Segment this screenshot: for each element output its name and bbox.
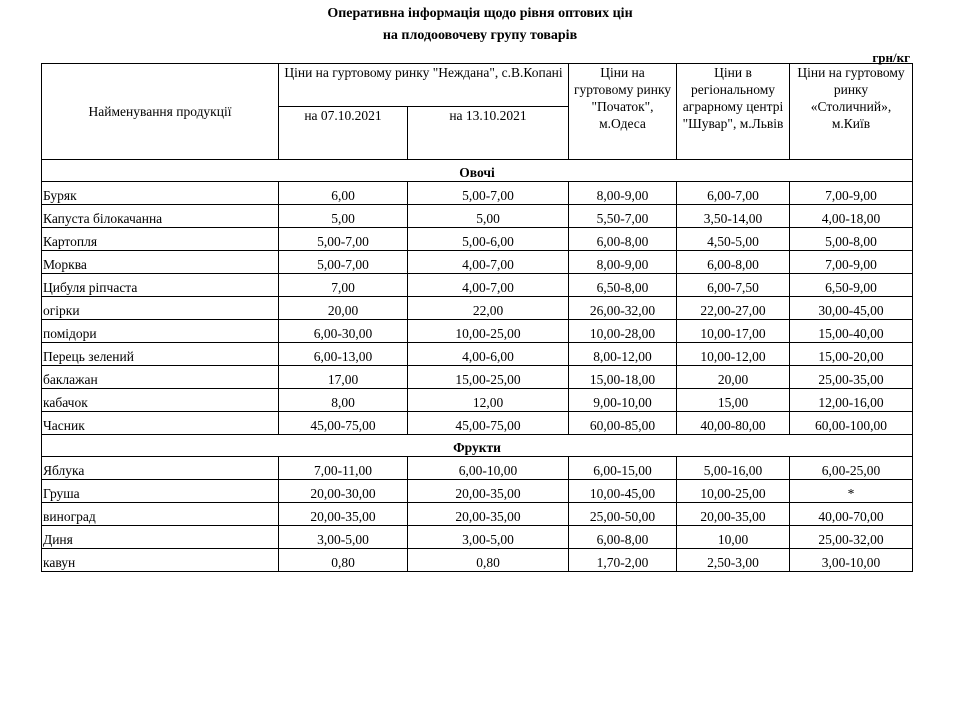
product-name-cell: виноград <box>42 503 279 526</box>
table-body <box>42 160 913 572</box>
price-cell-d1: 3,00-5,00 <box>279 526 408 549</box>
price-cell-odesa: 15,00-18,00 <box>569 366 677 389</box>
table-row <box>42 503 913 526</box>
price-cell-odesa: 5,50-7,00 <box>569 205 677 228</box>
price-cell-kyiv: 7,00-9,00 <box>790 182 913 205</box>
table-row <box>42 389 913 412</box>
price-cell-d1: 6,00-30,00 <box>279 320 408 343</box>
price-cell-d1: 45,00-75,00 <box>279 412 408 435</box>
price-cell-d2: 5,00-6,00 <box>408 228 569 251</box>
price-cell-odesa: 6,50-8,00 <box>569 274 677 297</box>
table-row <box>42 412 913 435</box>
header-row <box>42 64 913 107</box>
price-cell-d1: 17,00 <box>279 366 408 389</box>
price-cell-d1: 7,00 <box>279 274 408 297</box>
price-cell-d2: 10,00-25,00 <box>408 320 569 343</box>
price-cell-odesa: 10,00-28,00 <box>569 320 677 343</box>
price-cell-d2: 4,00-7,00 <box>408 274 569 297</box>
price-cell-odesa: 8,00-12,00 <box>569 343 677 366</box>
price-cell-d1: 7,00-11,00 <box>279 457 408 480</box>
table-row <box>42 343 913 366</box>
price-cell-d2: 5,00-7,00 <box>408 182 569 205</box>
table-row <box>42 205 913 228</box>
price-cell-d1: 5,00-7,00 <box>279 251 408 274</box>
price-cell-odesa: 60,00-85,00 <box>569 412 677 435</box>
price-cell-d1: 5,00 <box>279 205 408 228</box>
price-cell-d1: 5,00-7,00 <box>279 228 408 251</box>
price-cell-kyiv: 5,00-8,00 <box>790 228 913 251</box>
product-name-cell: Перець зелений <box>42 343 279 366</box>
table-row <box>42 526 913 549</box>
price-cell-d2: 20,00-35,00 <box>408 503 569 526</box>
price-cell-odesa: 9,00-10,00 <box>569 389 677 412</box>
price-cell-kyiv: 30,00-45,00 <box>790 297 913 320</box>
product-name-cell: кабачок <box>42 389 279 412</box>
document-title-line1: Оперативна інформація щодо рівня оптових цін <box>327 6 633 21</box>
price-cell-d2: 4,00-6,00 <box>408 343 569 366</box>
price-cell-d1: 20,00-35,00 <box>279 503 408 526</box>
price-cell-d1: 6,00 <box>279 182 408 205</box>
price-cell-odesa: 6,00-8,00 <box>569 228 677 251</box>
price-cell-odesa: 25,00-50,00 <box>569 503 677 526</box>
price-table <box>41 63 913 572</box>
product-name-cell: Картопля <box>42 228 279 251</box>
price-cell-d1: 20,00 <box>279 297 408 320</box>
price-cell-lviv: 20,00-35,00 <box>677 503 790 526</box>
price-cell-d2: 12,00 <box>408 389 569 412</box>
price-cell-kyiv: 40,00-70,00 <box>790 503 913 526</box>
price-cell-lviv: 10,00 <box>677 526 790 549</box>
table-row <box>42 457 913 480</box>
product-name-cell: Буряк <box>42 182 279 205</box>
table-row <box>42 549 913 572</box>
price-cell-lviv: 6,00-7,00 <box>677 182 790 205</box>
header-date1: на 07.10.2021 <box>279 107 408 160</box>
price-cell-lviv: 5,00-16,00 <box>677 457 790 480</box>
price-cell-kyiv: 60,00-100,00 <box>790 412 913 435</box>
price-cell-d2: 4,00-7,00 <box>408 251 569 274</box>
product-name-cell: баклажан <box>42 366 279 389</box>
price-cell-d2: 22,00 <box>408 297 569 320</box>
price-cell-kyiv: 25,00-32,00 <box>790 526 913 549</box>
price-cell-lviv: 4,50-5,00 <box>677 228 790 251</box>
table-row <box>42 366 913 389</box>
product-name-cell: Груша <box>42 480 279 503</box>
price-cell-odesa: 1,70-2,00 <box>569 549 677 572</box>
price-cell-lviv: 15,00 <box>677 389 790 412</box>
price-cell-d2: 45,00-75,00 <box>408 412 569 435</box>
price-cell-odesa: 8,00-9,00 <box>569 251 677 274</box>
table-row <box>42 274 913 297</box>
price-cell-d1: 8,00 <box>279 389 408 412</box>
price-cell-lviv: 10,00-17,00 <box>677 320 790 343</box>
product-name-cell: Часник <box>42 412 279 435</box>
product-name-cell: огірки <box>42 297 279 320</box>
price-cell-kyiv: 15,00-20,00 <box>790 343 913 366</box>
group-row <box>42 160 913 182</box>
price-cell-lviv: 3,50-14,00 <box>677 205 790 228</box>
price-cell-lviv: 20,00 <box>677 366 790 389</box>
price-cell-kyiv: 7,00-9,00 <box>790 251 913 274</box>
price-cell-d2: 3,00-5,00 <box>408 526 569 549</box>
price-cell-kyiv: 6,50-9,00 <box>790 274 913 297</box>
product-name-cell: Цибуля ріпчаста <box>42 274 279 297</box>
unit-label: грн/кг <box>872 50 910 65</box>
header-pochatok: Ціни на гуртовому ринку "Початок", м.Одеса <box>569 64 677 160</box>
product-name-cell: Капуста білокачанна <box>42 205 279 228</box>
price-cell-d2: 15,00-25,00 <box>408 366 569 389</box>
price-cell-kyiv: * <box>790 480 913 503</box>
price-cell-kyiv: 6,00-25,00 <box>790 457 913 480</box>
price-cell-kyiv: 25,00-35,00 <box>790 366 913 389</box>
group-row <box>42 435 913 457</box>
table-row <box>42 228 913 251</box>
price-cell-lviv: 10,00-25,00 <box>677 480 790 503</box>
table-row <box>42 251 913 274</box>
product-name-cell: Диня <box>42 526 279 549</box>
group-label: Овочі <box>42 160 913 182</box>
price-cell-lviv: 22,00-27,00 <box>677 297 790 320</box>
header-shuvar: Ціни в регіональному аграрному центрі "Шувар", м.Львів <box>677 64 790 160</box>
price-cell-kyiv: 4,00-18,00 <box>790 205 913 228</box>
table-row <box>42 320 913 343</box>
price-cell-odesa: 6,00-15,00 <box>569 457 677 480</box>
price-cell-odesa: 8,00-9,00 <box>569 182 677 205</box>
product-name-cell: Яблука <box>42 457 279 480</box>
price-cell-d1: 0,80 <box>279 549 408 572</box>
price-cell-lviv: 6,00-7,50 <box>677 274 790 297</box>
price-cell-d1: 20,00-30,00 <box>279 480 408 503</box>
price-cell-kyiv: 3,00-10,00 <box>790 549 913 572</box>
price-cell-d2: 5,00 <box>408 205 569 228</box>
product-name-cell: кавун <box>42 549 279 572</box>
price-cell-d2: 0,80 <box>408 549 569 572</box>
price-cell-d1: 6,00-13,00 <box>279 343 408 366</box>
product-name-cell: помідори <box>42 320 279 343</box>
table-row <box>42 480 913 503</box>
price-cell-odesa: 26,00-32,00 <box>569 297 677 320</box>
document-title-line2: на плодоовочеву групу товарів <box>382 28 578 43</box>
header-nezhdana: Ціни на гуртовому ринку "Неждана", с.В.Копані <box>279 64 569 107</box>
price-cell-lviv: 6,00-8,00 <box>677 251 790 274</box>
price-cell-lviv: 10,00-12,00 <box>677 343 790 366</box>
price-cell-lviv: 2,50-3,00 <box>677 549 790 572</box>
group-label: Фрукти <box>42 435 913 457</box>
table-row <box>42 182 913 205</box>
price-cell-odesa: 6,00-8,00 <box>569 526 677 549</box>
price-cell-kyiv: 12,00-16,00 <box>790 389 913 412</box>
header-stolychnyi: Ціни на гуртовому ринку «Столичний», м.Київ <box>790 64 913 160</box>
price-cell-d2: 20,00-35,00 <box>408 480 569 503</box>
price-cell-d2: 6,00-10,00 <box>408 457 569 480</box>
product-name-cell: Морква <box>42 251 279 274</box>
header-date2: на 13.10.2021 <box>408 107 569 160</box>
price-cell-lviv: 40,00-80,00 <box>677 412 790 435</box>
price-cell-kyiv: 15,00-40,00 <box>790 320 913 343</box>
price-cell-odesa: 10,00-45,00 <box>569 480 677 503</box>
header-product: Найменування продукції <box>42 64 279 160</box>
table-row <box>42 297 913 320</box>
